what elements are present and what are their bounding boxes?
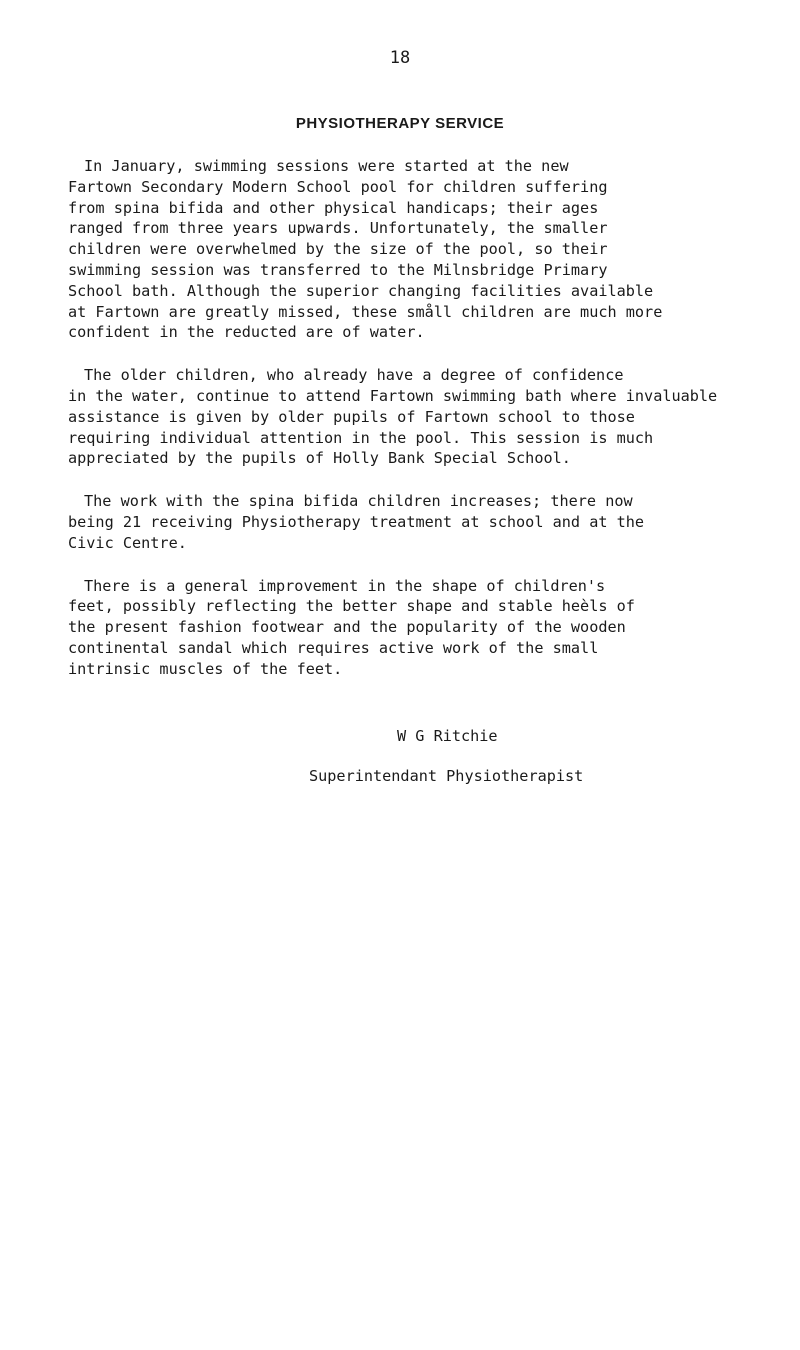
text-line: in the water, continue to attend Fartown swimming bath where invaluable xyxy=(68,386,718,405)
text-line: Fartown Secondary Modern School pool for children suffering xyxy=(68,177,608,196)
text-line: children were overwhelmed by the size of the pool, so their xyxy=(68,240,608,259)
text-line: requiring individual attention in the pool. This session is much xyxy=(68,428,654,447)
page-number: 18 xyxy=(389,48,411,68)
paragraph-2 xyxy=(52,365,792,469)
text-line: There is a general improvement in the shape of children's xyxy=(84,576,606,595)
text-line: ranged from three years upwards. Unfortunately, the smaller xyxy=(68,219,608,238)
paragraph-4 xyxy=(52,576,792,680)
text-line: swimming session was transferred to the Milnsbridge Primary xyxy=(68,260,608,279)
body-text xyxy=(52,156,792,702)
text-line: intrinsic muscles of the feet. xyxy=(68,659,343,678)
text-line: The work with the spina bifida children increases; there now xyxy=(84,492,633,511)
text-line: at Fartown are greatly missed, these småll children are much more xyxy=(68,302,663,321)
text-line: School bath. Although the superior changing facilities available xyxy=(68,281,654,300)
text-line: feet, possibly reflecting the better shape and stable heèls of xyxy=(68,597,635,616)
text-line: confident in the reducted are of water. xyxy=(68,323,425,342)
text-line: The older children, who already have a degree of confidence xyxy=(84,366,624,385)
signature-role: Superintendant Physiotherapist xyxy=(309,767,584,785)
text-line: appreciated by the pupils of Holly Bank Special School. xyxy=(68,449,571,468)
text-line: In January, swimming sessions were started at the new xyxy=(84,157,569,175)
text-line: being 21 receiving Physiotherapy treatment at school and at the xyxy=(68,512,645,531)
text-line: from spina bifida and other physical handicaps; their ages xyxy=(68,198,599,217)
signature-name: W G Ritchie xyxy=(397,727,498,745)
page-title: PHYSIOTHERAPY SERVICE xyxy=(295,115,505,132)
text-line: assistance is given by older pupils of Fartown school to those xyxy=(68,407,635,426)
paragraph-3 xyxy=(52,491,792,553)
paragraph-1 xyxy=(52,156,792,343)
text-line: Civic Centre. xyxy=(68,533,187,552)
text-line: continental sandal which requires active work of the small xyxy=(68,638,599,657)
text-line: the present fashion footwear and the popularity of the wooden xyxy=(68,618,626,637)
